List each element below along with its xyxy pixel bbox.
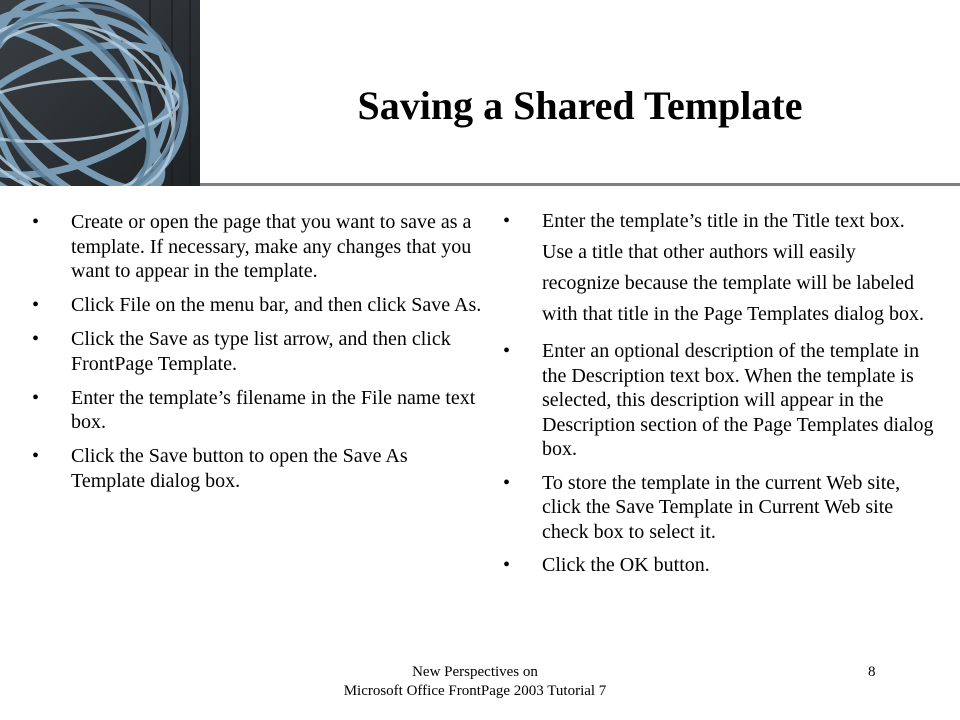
- bullet-item: • Click the OK button.: [542, 553, 937, 578]
- footer-line-1: New Perspectives on: [412, 664, 538, 680]
- footer-line-2: Microsoft Office FrontPage 2003 Tutorial 7: [343, 683, 607, 699]
- bullet-item: • Click the Save button to open the Save As Template dialog box.: [71, 444, 483, 493]
- bullet-item: • Enter an optional description of the template in the Description text box. When the template is selected, this description will appear in the Description section of the Page Templates dialog box.: [542, 339, 937, 462]
- left-bullet-list: [71, 210, 483, 503]
- page-number: 8: [868, 664, 876, 680]
- footer-caption: [300, 663, 650, 701]
- decorative-sphere-image: [0, 0, 200, 186]
- title-divider: [200, 183, 960, 186]
- right-bullet-list: [542, 206, 937, 587]
- bullet-item: • Create or open the page that you want to save as a template. If necessary, make any changes that you want to appear in the template.: [71, 210, 483, 284]
- bullet-item: • Enter the template’s title in the Title text box. Use a title that other authors will easily recognize because the template will be labeled with that title in the Page Templates dialog box.: [542, 206, 937, 330]
- bullet-item: • Enter the template’s filename in the File name text box.: [71, 386, 483, 435]
- bullet-item: • Click the Save as type list arrow, and then click FrontPage Template.: [71, 327, 483, 376]
- slide-title: Saving a Shared Template: [357, 83, 803, 128]
- bullet-item: • Click File on the menu bar, and then click Save As.: [71, 293, 483, 318]
- wire-sphere-graphic: [0, 0, 200, 186]
- bullet-item: • To store the template in the current Web site, click the Save Template in Current Web site check box to select it.: [542, 471, 937, 545]
